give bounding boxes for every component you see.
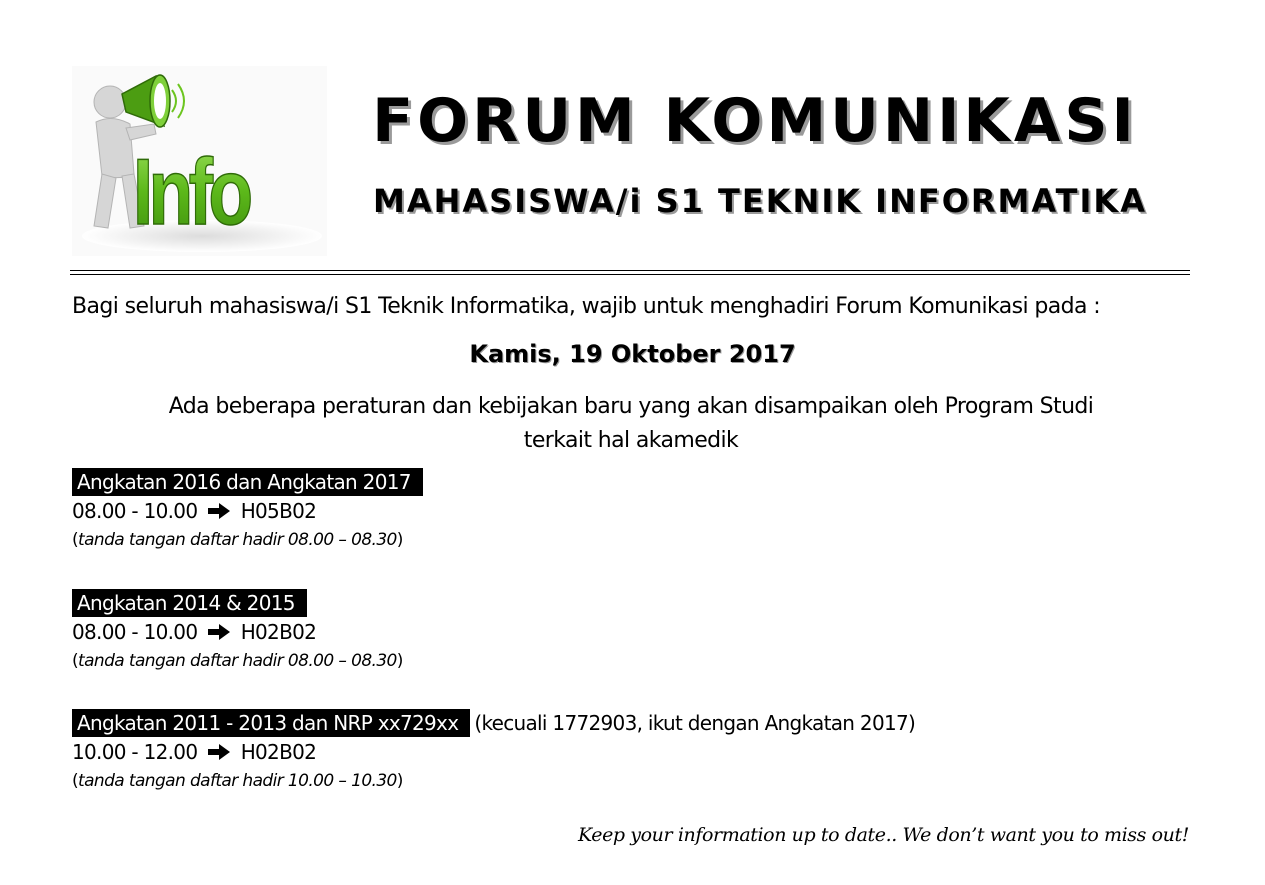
logo-text: Info — [132, 139, 249, 245]
footer-tagline: Keep your information up to date.. We don’t want you to miss out! — [577, 824, 1189, 846]
group-exception-note: (kecuali 1772903, ikut dengan Angkatan 2017) — [474, 711, 916, 735]
time-range: 10.00 - 12.00 — [72, 740, 198, 764]
notice-line-2: terkait hal akamedik — [523, 428, 739, 453]
arrow-right-icon — [207, 744, 231, 760]
schedule-group — [72, 468, 423, 554]
intro-text: Bagi seluruh mahasiswa/i S1 Teknik Informatika, wajib untuk menghadiri Forum Komunikasi pada : — [72, 294, 1101, 319]
room-code: H02B02 — [240, 740, 317, 764]
divider-top — [70, 270, 1190, 271]
info-logo — [72, 66, 327, 256]
event-date: Kamis, 19 Oktober 2017 — [469, 340, 796, 368]
notice-text — [0, 390, 1262, 458]
attendance-note-text: tanda tangan daftar hadir 10.00 – 10.30 — [78, 771, 397, 791]
time-range: 08.00 - 10.00 — [72, 499, 198, 523]
arrow-right-icon — [207, 624, 231, 640]
time-range: 08.00 - 10.00 — [72, 620, 198, 644]
attendance-note: (tanda tangan daftar hadir 10.00 – 10.30) — [72, 771, 403, 791]
divider-bottom — [70, 274, 1190, 275]
notice-line-1: Ada beberapa peraturan dan kebijakan baru yang akan disampaikan oleh Program Studi — [168, 394, 1094, 419]
group-label: Angkatan 2014 & 2015 — [72, 589, 307, 617]
group-label: Angkatan 2011 - 2013 dan NRP xx729xx — [72, 709, 470, 737]
schedule-group — [72, 709, 915, 795]
group-label: Angkatan 2016 dan Angkatan 2017 — [72, 468, 423, 496]
attendance-note-text: tanda tangan daftar hadir 08.00 – 08.30 — [78, 651, 397, 671]
attendance-note: (tanda tangan daftar hadir 08.00 – 08.30) — [72, 651, 403, 671]
page-title: FORUM KOMUNIKASI — [372, 86, 1138, 156]
arrow-right-icon — [207, 503, 231, 519]
attendance-note: (tanda tangan daftar hadir 08.00 – 08.30) — [72, 530, 403, 550]
room-code: H05B02 — [240, 499, 317, 523]
schedule-time-line — [72, 496, 423, 526]
room-code: H02B02 — [240, 620, 317, 644]
page-subtitle: MAHASISWA/i S1 TEKNIK INFORMATIKA — [373, 182, 1147, 220]
attendance-note-text: tanda tangan daftar hadir 08.00 – 08.30 — [78, 530, 397, 550]
schedule-time-line — [72, 617, 403, 647]
schedule-group — [72, 589, 403, 675]
schedule-time-line — [72, 737, 915, 767]
